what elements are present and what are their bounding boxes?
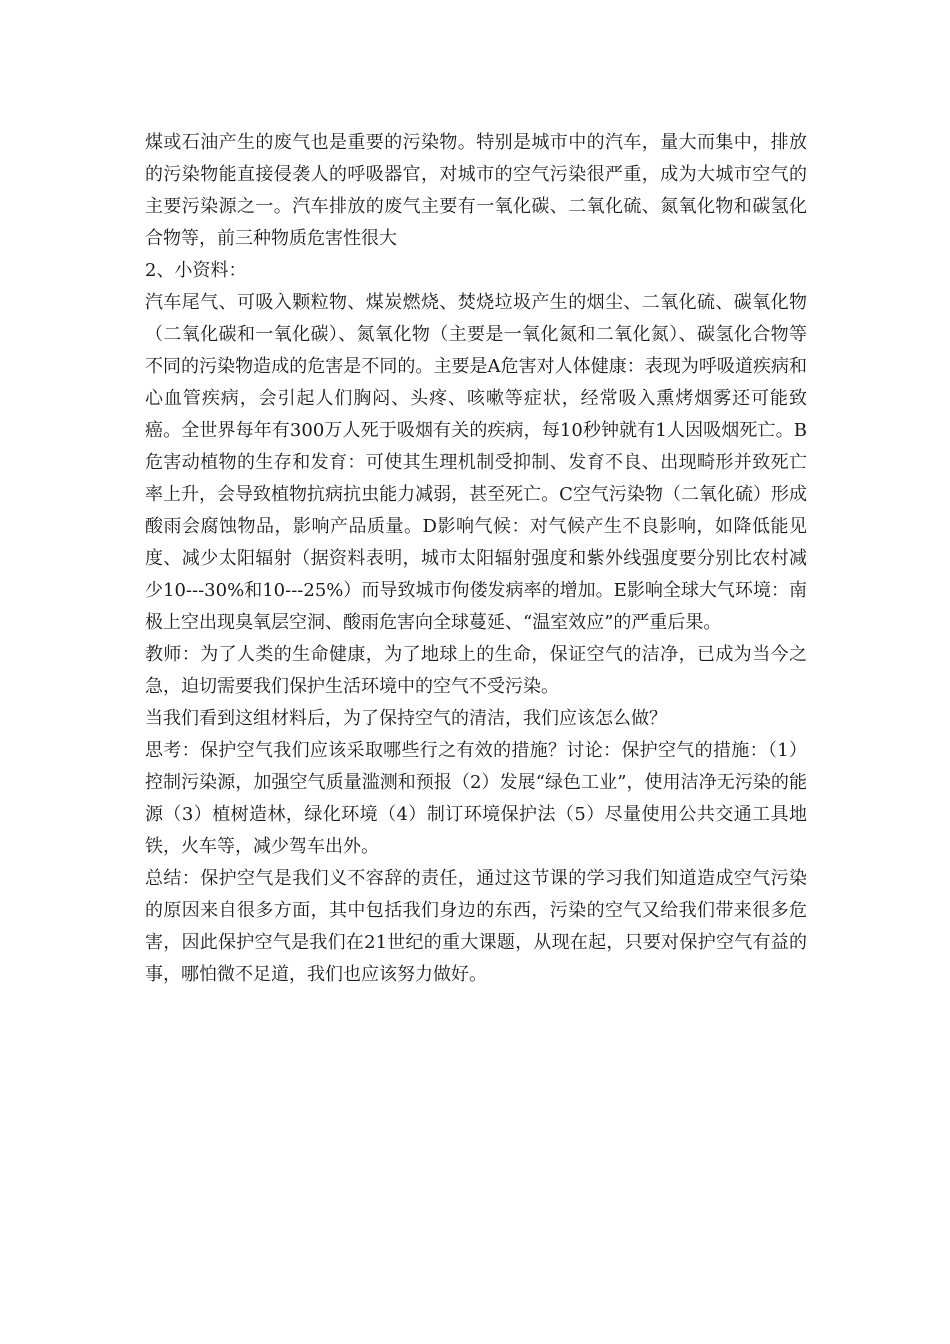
paragraph-question: 当我们看到这组材料后，为了保持空气的清洁，我们应该怎么做？ xyxy=(145,708,667,729)
paragraph-car-exhaust: 煤或石油产生的废气也是重要的污染物。特别是城市中的汽车，量大而集中，排放的污染物能直接侵袭人的呼吸器官，对城市的空气污染很严重，成为大城市空气的主要污染源之一。汽车排放的废气主要有一氧化碳、二氧化硫、氮氧化物和碳氢化合物等，前三种物质危害性很大 xyxy=(145,132,807,249)
paragraph-heading-materials: 2、小资料： xyxy=(145,260,247,281)
paragraph-teacher: 教师：为了人类的生命健康，为了地球上的生命，保证空气的洁净，已成为当今之急，迫切需要我们保护生活环境中的空气不受污染。 xyxy=(145,644,807,697)
document-body xyxy=(145,127,807,991)
paragraph-thinking-measures: 思考：保护空气我们应该采取哪些行之有效的措施？讨论：保护空气的措施：（1）控制污染源，加强空气质量滥测和预报（2）发展“绿色工业”，使用洁净无污染的能源（3）植树造林，绿化环境（4）制订环境保护法（5）尽量使用公共交通工具地铁，火车等，减少驾车出外。 xyxy=(145,740,807,857)
paragraph-pollutant-hazards: 汽车尾气、可吸入颗粒物、煤炭燃烧、焚烧垃圾产生的烟尘、二氧化硫、碳氧化物（二氧化碳和一氧化碳）、氮氧化物（主要是一氧化氮和二氧化氮）、碳氢化合物等不同的污染物造成的危害是不同的。主要是A危害对人体健康：表现为呼吸道疾病和心血管疾病，会引起人们胸闷、头疼、咳嗽等症状，经常吸入熏烤烟雾还可能致癌。全世界每年有300万人死于吸烟有关的疾病，每10秒钟就有1人因吸烟死亡。B危害动植物的生存和发育：可使其生理机制受抑制、发育不良、出现畸形并致死亡率上升，会导致植物抗病抗虫能力减弱，甚至死亡。C空气污染物（二氧化硫）形成酸雨会腐蚀物品，影响产品质量。D影响气候：对气候产生不良影响，如降低能见度、减少太阳辐射（据资料表明，城市太阳辐射强度和紫外线强度要分别比农村减少10---30%和10---25%）而导致城市佝偻发病率的增加。E影响全球大气环境：南极上空出现臭氧层空洞、酸雨危害向全球蔓延、“温室效应”的严重后果。 xyxy=(145,292,807,633)
paragraph-summary: 总结：保护空气是我们义不容辞的责任，通过这节课的学习我们知道造成空气污染的原因来自很多方面，其中包括我们身边的东西，污染的空气又给我们带来很多危害，因此保护空气是我们在21世纪的重大课题，从现在起，只要对保护空气有益的事，哪怕微不足道，我们也应该努力做好。 xyxy=(145,868,807,985)
